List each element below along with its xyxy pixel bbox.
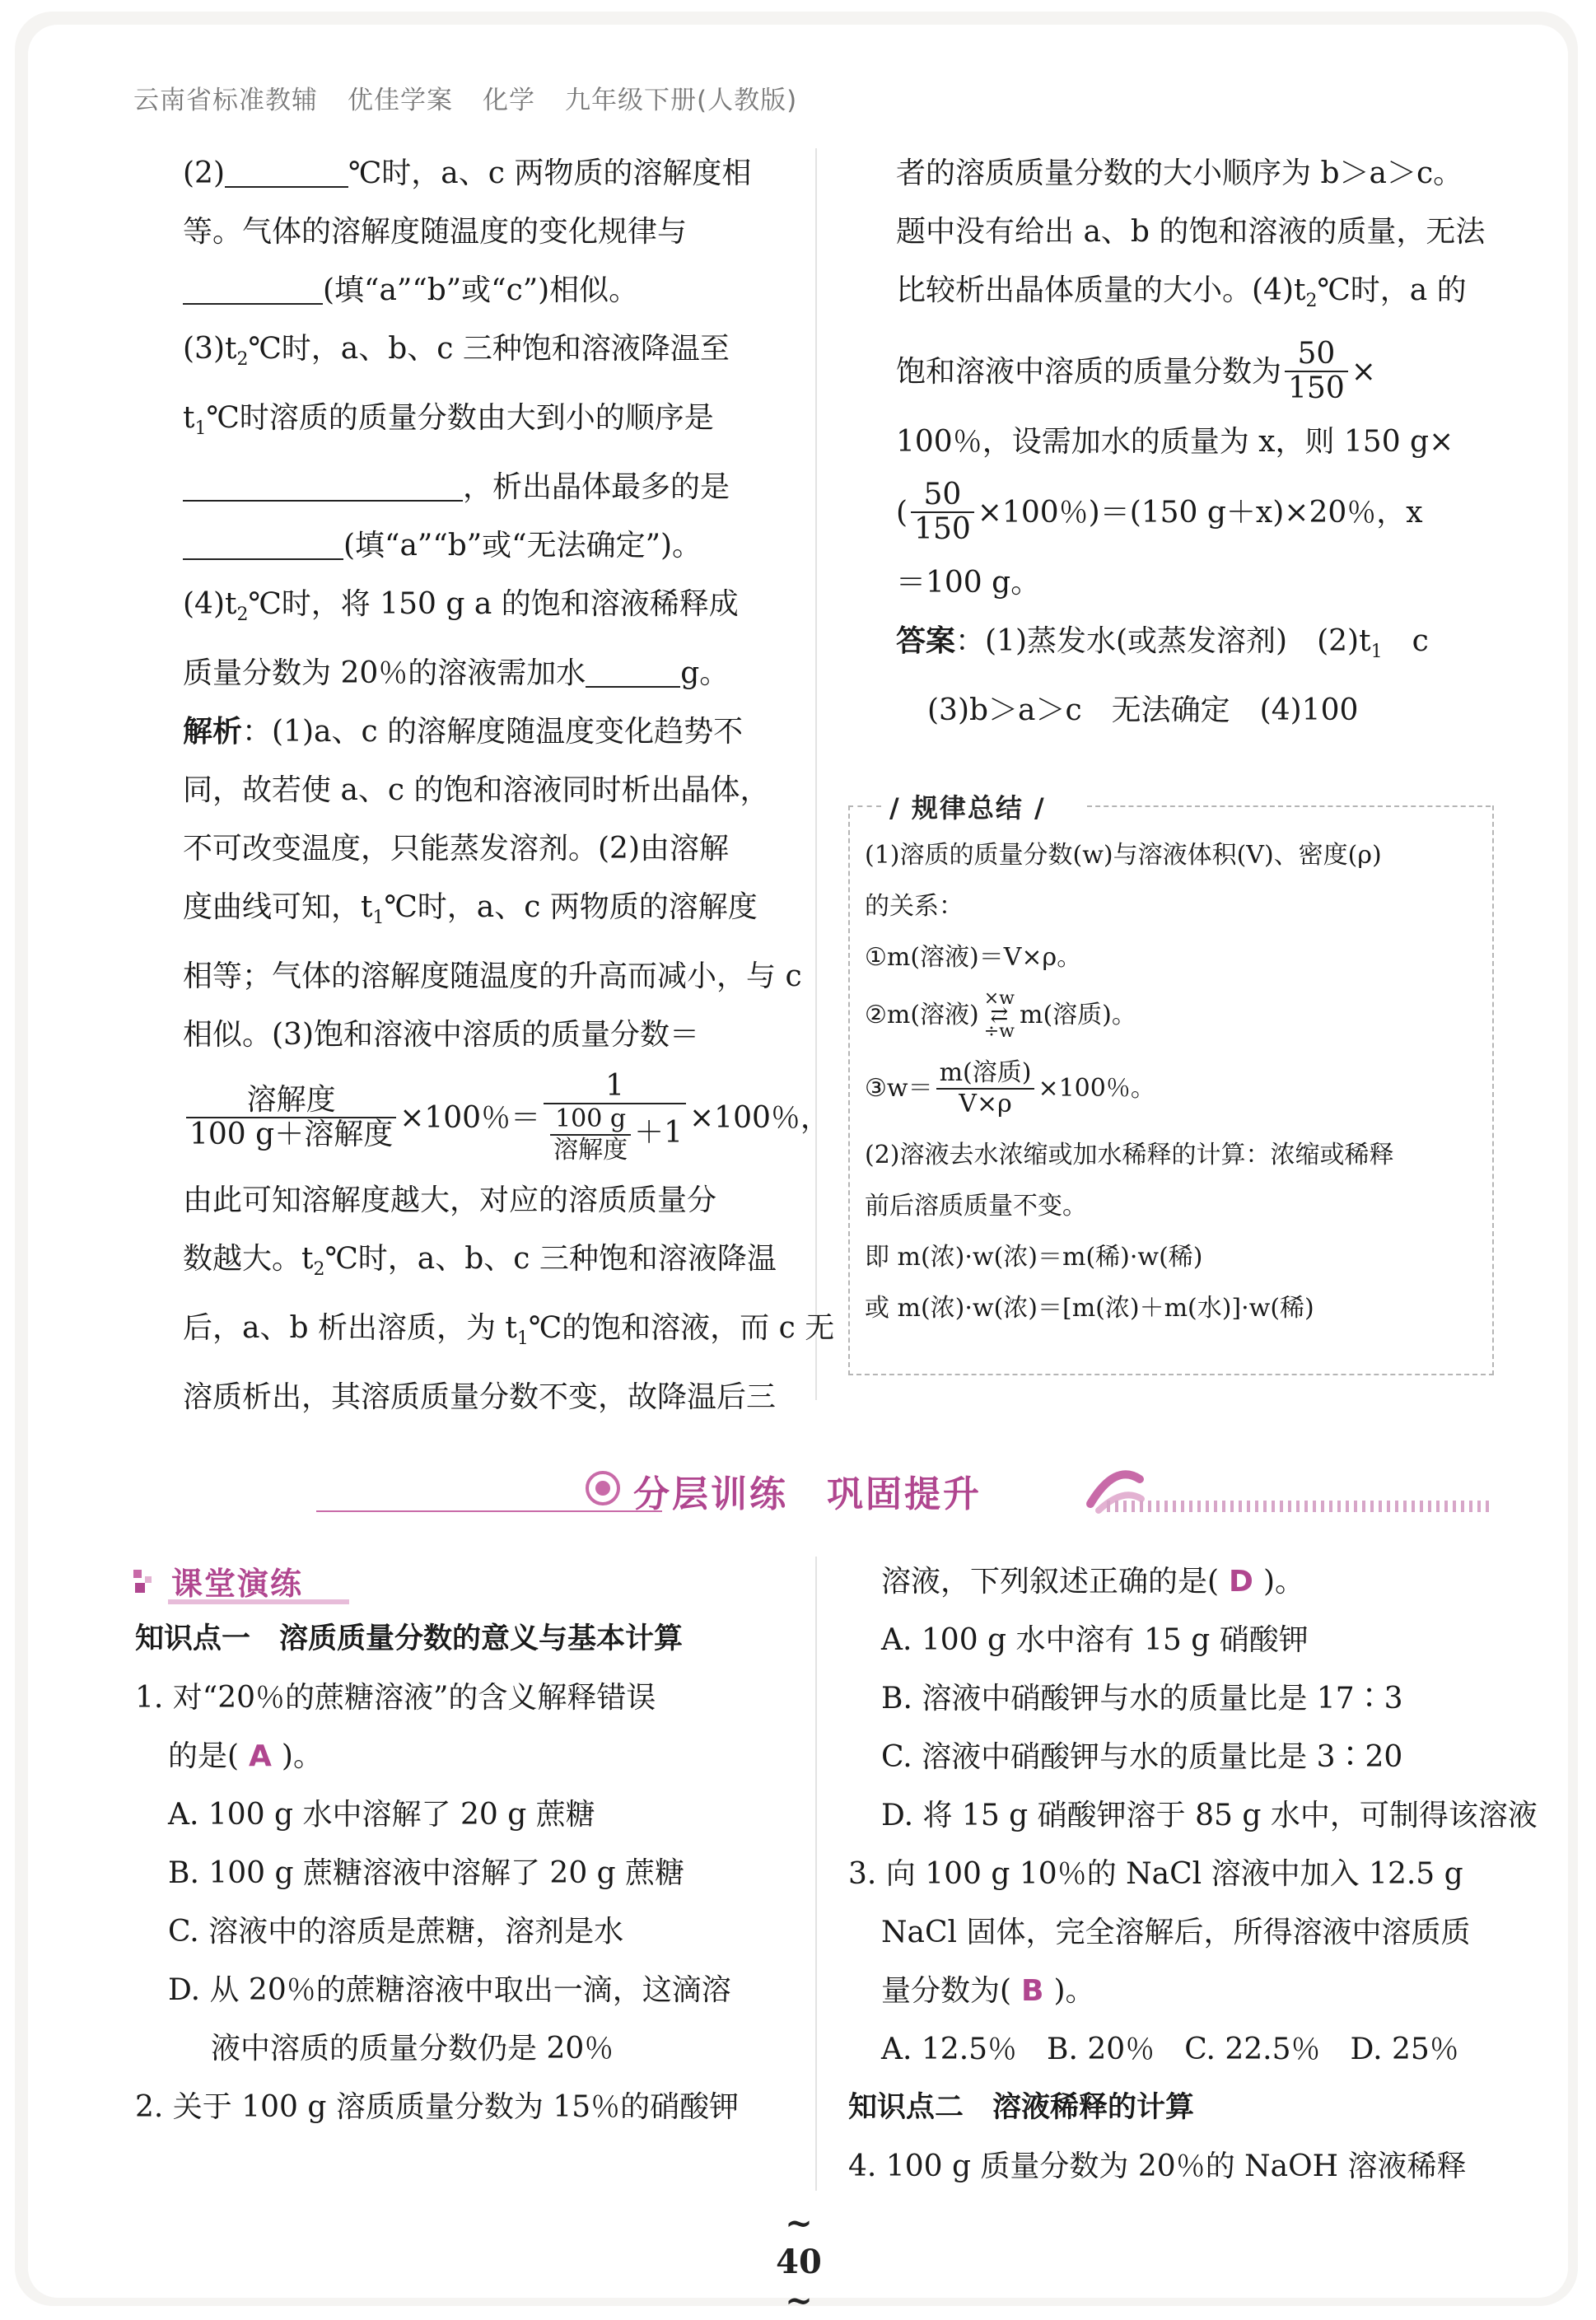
q2-line-1 <box>183 144 792 203</box>
q2-option-c: C. 溶液中硝酸钾与水的质量比是 3∶20 <box>881 1740 1403 1774</box>
analysis-line-7: 由此可知溶解度越大，对应的溶质质量分 <box>183 1183 717 1217</box>
q2-text: ℃时，a、c 两物质的溶解度相 <box>348 156 752 190</box>
q1-text: )。 <box>281 1739 323 1773</box>
subscript: 2 <box>313 1259 325 1280</box>
right-text: 比较析出晶体质量的大小。(4)t <box>896 273 1306 307</box>
summary-line-1: (1)溶质的质量分数(w)与溶液体积(V)、密度(ρ) <box>865 841 1382 870</box>
subscript: 1 <box>372 908 385 928</box>
analysis-text: ：(1)a、c 的溶解度随温度变化趋势不 <box>242 715 744 749</box>
q1-line-2 <box>135 1727 794 1786</box>
q4-line-1: 4. 100 g 质量分数为 20％的 NaOH 溶液稀释 <box>848 2150 1467 2183</box>
analysis-line-3: 不可改变温度，只能蒸发溶剂。(2)由溶解 <box>183 832 729 866</box>
double-arrow-icon: ⇄ <box>990 1003 1009 1028</box>
q2-line-3 <box>183 261 792 320</box>
q3-line-3 <box>183 458 792 516</box>
right-line-2: 题中没有给出 a、b 的饱和溶液的质量，无法 <box>896 215 1486 249</box>
fraction <box>186 1084 396 1151</box>
right-column <box>896 144 1505 740</box>
answer-blank <box>225 156 348 188</box>
formula-operator: × <box>1351 354 1376 389</box>
fraction-numerator: 1 <box>544 1070 686 1104</box>
analysis-label: 解析 <box>183 715 243 749</box>
q1-option-d: D. 从 20％的蔗糖溶液中取出一滴，这滴溶 <box>168 1973 731 2007</box>
summary-box <box>848 805 1494 1375</box>
q3-line-2: NaCl 固体，完全溶解后，所得溶液中溶质质 <box>881 1916 1471 1949</box>
answer-blank <box>586 656 680 688</box>
answer-blank <box>183 529 343 560</box>
q3-text: 量分数为( <box>881 1974 1012 2008</box>
right-line-5: 100％，设需加水的质量为 x，则 150 g× <box>896 425 1454 459</box>
q3-t: t <box>183 401 195 435</box>
subscript: 1 <box>194 418 207 439</box>
q2-text: 溶液，下列叙述正确的是( <box>881 1565 1220 1599</box>
header-book: 优佳学案 <box>348 86 453 115</box>
analysis-line-1 <box>183 703 792 761</box>
subscript: 2 <box>236 349 249 370</box>
mass-fraction-formula <box>183 1064 830 1171</box>
formula-operator: ×100％， <box>689 1100 830 1135</box>
answer-line-1 <box>896 612 1505 681</box>
page-number: ~ 40 ~ <box>776 2204 822 2320</box>
analysis-line-2: 同，故若使 a、c 的饱和溶液同时析出晶体， <box>183 773 770 807</box>
section-tag-text: 课堂演练 <box>171 1566 304 1602</box>
q4-text: ℃时，将 150 g a 的饱和溶液稀释成 <box>248 587 739 621</box>
summary-line-8: 即 m(浓)·w(浓)＝m(稀)·w(稀) <box>865 1243 1203 1272</box>
q1-option-c: C. 溶液中的溶质是蔗糖，溶剂是水 <box>168 1915 624 1949</box>
fraction-numerator: 100 g <box>550 1104 631 1136</box>
q3-text: ℃时溶质的质量分数由大到小的顺序是 <box>206 401 714 435</box>
answer-blank <box>183 273 323 305</box>
q3-hint: (填“a”“b”或“无法确定”)。 <box>343 529 702 562</box>
q2-hint: (填“a”“b”或“c”)相似。 <box>323 273 639 307</box>
banner-dots <box>1107 1501 1494 1512</box>
analysis-text: 数越大。t <box>183 1242 314 1276</box>
left-column <box>183 144 835 1426</box>
knowledge-point-2: 知识点二 溶液稀释的计算 <box>848 2091 1195 2124</box>
analysis-line-6: 相似。(3)饱和溶液中溶质的质量分数＝ <box>183 1018 699 1052</box>
compound-fraction <box>544 1070 686 1165</box>
analysis-text: 后，a、b 析出溶质，为 t <box>183 1311 517 1345</box>
answer-blank <box>183 470 463 502</box>
header-series: 云南省标准教辅 <box>133 86 318 115</box>
fraction <box>1285 338 1348 405</box>
inner-fraction <box>550 1104 631 1165</box>
q4-unit: g。 <box>680 656 730 690</box>
q2-line-1: 2. 关于 100 g 溶质质量分数为 15％的硝酸钾 <box>135 2090 740 2124</box>
fraction-denominator: 150 <box>1288 371 1345 405</box>
q2-option-b: B. 溶液中硝酸钾与水的质量比是 17∶3 <box>881 1682 1403 1715</box>
answer-label: 答案 <box>896 624 956 658</box>
analysis-text: ℃时，a、c 两物质的溶解度 <box>384 890 758 924</box>
header-subject: 化学 <box>483 86 535 115</box>
q4-text: 质量分数为 20％的溶液需加水 <box>183 656 586 690</box>
q3-text: ，析出晶体最多的是 <box>463 470 730 504</box>
right-line-4 <box>896 330 1505 413</box>
q3-number: (3)t <box>183 332 237 366</box>
knowledge-point-1: 知识点一 溶质质量分数的意义与基本计算 <box>135 1622 684 1655</box>
q1-answer: A <box>249 1739 272 1773</box>
q3-options: A. 12.5％ B. 20％ C. 22.5％ D. 25％ <box>881 2033 1459 2066</box>
q1-text: 的是( <box>168 1739 240 1773</box>
summary-line-9: 或 m(浓)·w(浓)＝[m(浓)＋m(水)]·w(稀) <box>865 1294 1314 1323</box>
summary-content <box>865 830 1491 1334</box>
q3-line-1 <box>183 320 792 389</box>
answer-line-2: (3)b＞a＞c 无法确定 (4)100 <box>927 693 1359 727</box>
column-divider-bottom <box>815 1557 817 2191</box>
analysis-line-8 <box>183 1230 792 1299</box>
running-header <box>133 79 827 116</box>
arrow-top-label: ×w <box>983 988 1015 1009</box>
summary-title: / 规律总结 / <box>889 792 1046 824</box>
subscript: 2 <box>236 605 249 625</box>
q2-text: )。 <box>1262 1565 1304 1599</box>
q3-text: )。 <box>1053 1974 1095 2008</box>
exercise-right-column <box>848 1552 1538 2196</box>
fraction <box>936 1058 1035 1119</box>
formula-paren: ( <box>896 495 908 530</box>
q2-option-d: D. 将 15 g 硝酸钾溶于 85 g 水中，可制得该溶液 <box>881 1799 1538 1832</box>
q2-option-a: A. 100 g 水中溶有 15 g 硝酸钾 <box>881 1623 1309 1657</box>
answer-text: c <box>1382 624 1429 658</box>
right-line-6 <box>896 471 1505 553</box>
answer-text: ：(1)蒸发水(或蒸发溶剂) (2)t <box>955 624 1371 658</box>
summary-line-3: ①m(溶液)＝V×ρ。 <box>865 943 1082 972</box>
q2-line-2: 等。气体的溶解度随温度的变化规律与 <box>183 215 688 249</box>
header-grade: 九年级下册(人教版) <box>565 86 798 115</box>
fraction-numerator: 溶解度 <box>186 1084 396 1118</box>
exercise-left-column <box>135 1610 794 2136</box>
fraction-numerator: m(溶质) <box>936 1058 1035 1090</box>
q1-option-b: B. 100 g 蔗糖溶液中溶解了 20 g 蔗糖 <box>168 1856 685 1890</box>
summary-line-4 <box>865 983 1491 1048</box>
q3-answer: B <box>1021 1974 1044 2008</box>
q2-answer: D <box>1229 1565 1253 1599</box>
conversion-arrow <box>984 989 1015 1042</box>
subscript: 2 <box>1305 291 1318 311</box>
formula-plus: ＋1 <box>634 1116 683 1150</box>
summary-title-text: 规律总结 <box>911 792 1024 824</box>
banner-title: 分层训练 巩固提升 <box>633 1473 982 1515</box>
fraction-numerator: 50 <box>1285 338 1348 372</box>
q4-number: (4)t <box>183 587 237 621</box>
arrow-bottom-label: ÷w <box>983 1021 1015 1042</box>
summary-text: ③w＝ <box>865 1074 933 1103</box>
formula-operator: ×100％＝ <box>399 1100 541 1135</box>
banner-rule <box>316 1510 662 1512</box>
q2-line-2 <box>848 1552 1524 1611</box>
q2-number: (2) <box>183 156 225 190</box>
analysis-text: ℃时，a、b、c 三种饱和溶液降温 <box>324 1242 777 1276</box>
section-tag <box>132 1558 304 1603</box>
q1-option-a: A. 100 g 水中溶解了 20 g 蔗糖 <box>168 1798 595 1832</box>
analysis-line-5: 相等；气体的溶解度随温度的升高而减小，与 c <box>183 959 802 993</box>
q1-line-1: 1. 对“20％的蔗糖溶液”的含义解释错误 <box>135 1681 656 1715</box>
analysis-line-9 <box>183 1299 835 1368</box>
analysis-line-10: 溶质析出，其溶质质量分数不变，故降温后三 <box>183 1380 777 1414</box>
q4-line-1 <box>183 575 792 644</box>
fraction-denominator <box>544 1104 686 1165</box>
analysis-text: 度曲线可知，t <box>183 890 373 924</box>
q3-text: ℃时，a、b、c 三种饱和溶液降温至 <box>248 332 730 366</box>
summary-text: m(溶质)。 <box>1020 1001 1136 1029</box>
summary-line-6: (2)溶液去水浓缩或加水稀释的计算：浓缩或稀释 <box>865 1141 1394 1169</box>
right-line-3 <box>896 261 1505 330</box>
fraction-denominator: 150 <box>914 512 971 546</box>
fraction-denominator: 100 g＋溶解度 <box>189 1118 394 1151</box>
summary-text: ×100％。 <box>1038 1074 1155 1103</box>
q3-line-1: 3. 向 100 g 10％的 NaCl 溶液中加入 12.5 g <box>848 1857 1463 1891</box>
target-icon <box>580 1468 626 1509</box>
q4-line-2 <box>183 644 792 703</box>
fraction-denominator: V×ρ <box>959 1090 1012 1118</box>
q1-option-d-cont: 液中溶质的质量分数仍是 20％ <box>211 2032 614 2066</box>
q3-line-4 <box>183 516 792 575</box>
column-divider-top <box>815 148 817 1400</box>
q3-line-2 <box>183 389 792 458</box>
right-line-7: ＝100 g。 <box>896 566 1041 600</box>
summary-line-7: 前后溶质质量不变。 <box>865 1192 1087 1221</box>
summary-line-5 <box>865 1048 1491 1130</box>
summary-line-2: 的关系： <box>865 892 964 921</box>
fraction <box>911 478 974 546</box>
squares-icon <box>132 1568 160 1596</box>
analysis-text: ℃的饱和溶液，而 c 无 <box>528 1311 835 1345</box>
subscript: 1 <box>516 1328 529 1349</box>
analysis-line-4 <box>183 878 792 947</box>
right-line-1: 者的溶质质量分数的大小顺序为 b＞a＞c。 <box>896 156 1463 190</box>
right-text: ×100％)＝(150 g＋x)×20％，x <box>977 495 1423 530</box>
fraction-numerator: 50 <box>911 478 974 513</box>
q3-line-3 <box>848 1962 1524 2020</box>
summary-text: ②m(溶液) <box>865 1001 979 1029</box>
right-text: 饱和溶液中溶质的质量分数为 <box>896 354 1282 389</box>
section-banner <box>135 1453 1497 1527</box>
subscript: 1 <box>1370 642 1383 662</box>
fraction-denominator: 溶解度 <box>553 1136 628 1165</box>
right-text: ℃时，a 的 <box>1317 273 1467 307</box>
